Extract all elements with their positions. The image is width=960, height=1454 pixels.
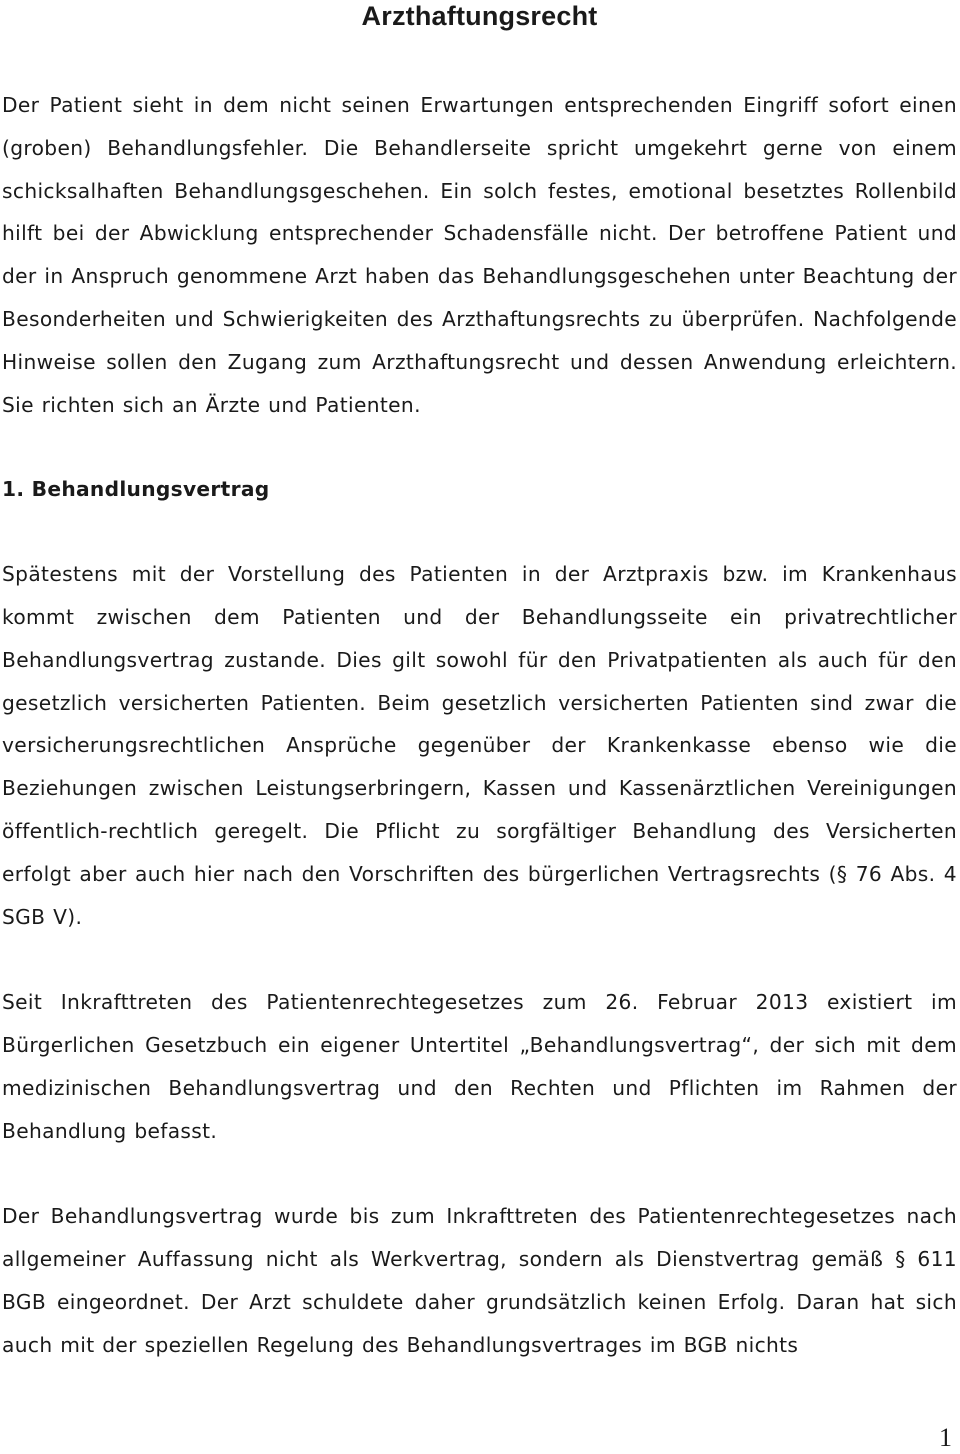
section-heading: 1. Behandlungsvertrag	[2, 477, 270, 502]
page-number: 1	[939, 1423, 952, 1452]
section-paragraph-2: Seit Inkrafttreten des Patientenrechtegesetzes zum 26. Februar 2013 existiert im Bürgerlichen Gesetzbuch ein eigener Untertitel „Behandlungsvertrag“, der sich mit dem medizinischen Behandlungsvertrag und den Rechten und Pflichten im Rahmen der Behandlung befasst.	[2, 990, 957, 1143]
intro-paragraph: Der Patient sieht in dem nicht seinen Erwartungen entsprechenden Eingriff sofort einen (groben) Behandlungsfehler. Die Behandlerseite spricht umgekehrt gerne von einem schicksalhaften Behandlungsgeschehen. Ein solch festes, emotional besetztes Rollenbild hilft bei der Abwicklung entsprechender Schadensfälle nicht. Der betroffene Patient und der in Anspruch genommene Arzt haben das Behandlungsgeschehen unter Beachtung der Besonderheiten und Schwierigkeiten des Arzthaftungsrechts zu überprüfen. Nachfolgende Hinweise sollen den Zugang zum Arzthaftungsrecht und dessen Anwendung erleichtern. Sie richten sich an Ärzte und Patienten.	[2, 93, 957, 417]
document-title: Arzthaftungsrecht	[361, 1, 598, 31]
section-paragraph-3: Der Behandlungsvertrag wurde bis zum Inkrafttreten des Patientenrechtegesetzes nach allgemeiner Auffassung nicht als Werkvertrag, sondern als Dienstvertrag gemäß § 611 BGB eingeordnet. Der Arzt schuldete daher grundsätzlich keinen Erfolg. Daran hat sich auch mit der speziellen Regelung des Behandlungsvertrages im BGB nichts	[2, 1204, 957, 1357]
section-paragraph-1: Spätestens mit der Vorstellung des Patienten in der Arztpraxis bzw. im Krankenhaus kommt zwischen dem Patienten und der Behandlungsseite ein privatrechtlicher Behandlungsvertrag zustande. Dies gilt sowohl für den Privatpatienten als auch für den gesetzlich versicherten Patienten. Beim gesetzlich versicherten Patienten sind zwar die versicherungsrechtlichen Ansprüche gegenüber der Krankenkasse ebenso wie die Beziehungen zwischen Leistungserbringern, Kassen und Kassenärztlichen Vereinigungen öffentlich-rechtlich geregelt. Die Pflicht zu sorgfältiger Behandlung des Versicherten erfolgt aber auch hier nach den Vorschriften des bürgerlichen Vertragsrechts (§ 76 Abs. 4 SGB V).	[2, 562, 957, 929]
